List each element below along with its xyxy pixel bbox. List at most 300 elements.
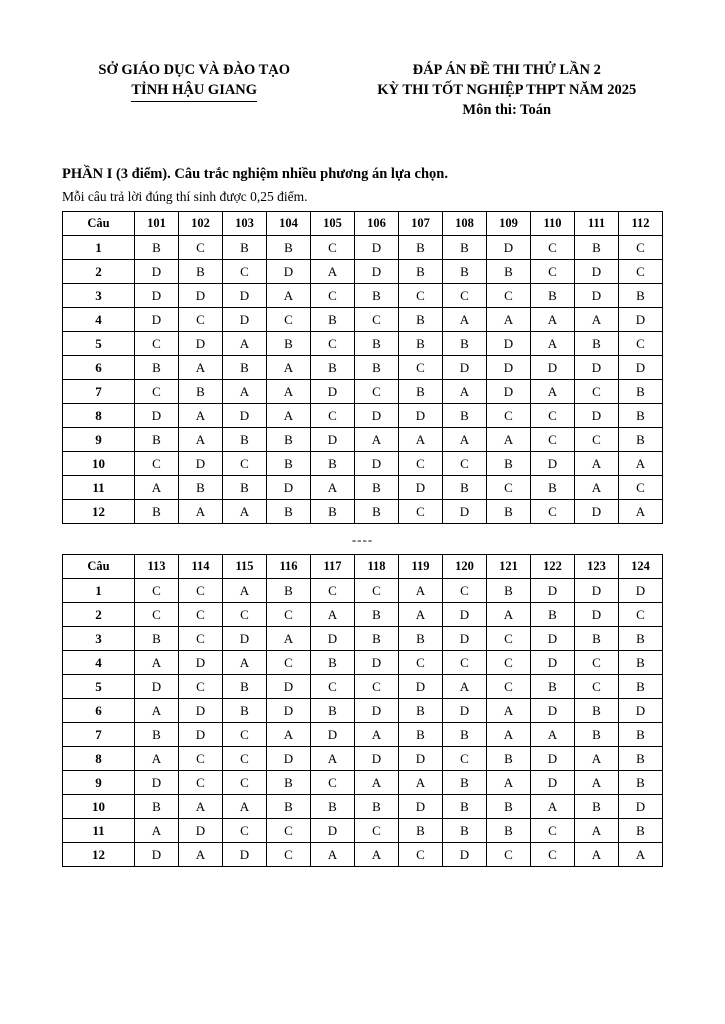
column-header-exam-code: 119 [399, 555, 443, 579]
answer-row [63, 603, 663, 627]
answer-cell: A [443, 380, 487, 404]
answer-cell: D [443, 843, 487, 867]
answer-cell: D [575, 284, 619, 308]
answer-cell: D [531, 579, 575, 603]
column-header-exam-code: 107 [399, 212, 443, 236]
question-number: 1 [63, 236, 135, 260]
answer-cell: D [443, 627, 487, 651]
answer-cell: D [619, 308, 663, 332]
column-header-exam-code: 118 [355, 555, 399, 579]
answer-cell: D [223, 284, 267, 308]
question-number: 6 [63, 699, 135, 723]
answer-cell: D [355, 651, 399, 675]
question-number: 9 [63, 428, 135, 452]
answer-cell: A [619, 452, 663, 476]
answer-cell: C [575, 428, 619, 452]
answer-cell: A [179, 795, 223, 819]
column-header-exam-code: 123 [575, 555, 619, 579]
answer-cell: C [223, 771, 267, 795]
answer-row [63, 579, 663, 603]
header-right-block [350, 60, 663, 120]
document-title-line1: ĐÁP ÁN ĐỀ THI THỬ LẦN 2 [412, 62, 601, 78]
answer-cell: B [355, 603, 399, 627]
answer-cell: A [443, 428, 487, 452]
answer-row [63, 428, 663, 452]
answer-row [63, 356, 663, 380]
answer-cell: B [267, 236, 311, 260]
answer-cell: C [487, 627, 531, 651]
question-number: 5 [63, 675, 135, 699]
answer-cell: D [487, 380, 531, 404]
answer-cell: A [179, 356, 223, 380]
answer-cell: D [619, 579, 663, 603]
question-number: 8 [63, 747, 135, 771]
answer-cell: C [311, 675, 355, 699]
answer-cell: C [311, 771, 355, 795]
answer-cell: C [267, 843, 311, 867]
column-header-exam-code: 108 [443, 212, 487, 236]
answer-cell: C [267, 308, 311, 332]
answer-cell: A [487, 428, 531, 452]
answer-cell: D [311, 380, 355, 404]
answer-cell: B [135, 356, 179, 380]
answer-cell: C [179, 603, 223, 627]
answer-cell: A [311, 260, 355, 284]
answer-cell: C [399, 843, 443, 867]
answer-cell: D [399, 795, 443, 819]
answer-cell: B [355, 500, 399, 524]
answer-cell: C [487, 843, 531, 867]
answer-cell: C [223, 603, 267, 627]
answer-cell: A [355, 771, 399, 795]
answer-cell: B [223, 356, 267, 380]
answer-cell: B [311, 699, 355, 723]
answer-row [63, 404, 663, 428]
answer-cell: D [487, 332, 531, 356]
column-header-exam-code: 113 [135, 555, 179, 579]
column-header-exam-code: 104 [267, 212, 311, 236]
answer-cell: C [311, 236, 355, 260]
province-name: TỈNH HẬU GIANG [131, 80, 257, 102]
answer-row [63, 843, 663, 867]
answer-cell: B [443, 795, 487, 819]
answer-cell: A [179, 500, 223, 524]
answer-cell: A [223, 380, 267, 404]
answer-cell: A [179, 843, 223, 867]
answer-cell: B [311, 356, 355, 380]
answer-cell: A [135, 699, 179, 723]
answer-cell: B [355, 795, 399, 819]
answer-cell: B [619, 284, 663, 308]
answer-cell: A [575, 747, 619, 771]
answer-cell: C [179, 236, 223, 260]
answer-cell: B [135, 795, 179, 819]
column-header-exam-code: 101 [135, 212, 179, 236]
answer-cell: B [399, 260, 443, 284]
answer-cell: C [487, 651, 531, 675]
answer-cell: C [619, 603, 663, 627]
column-header-exam-code: 109 [487, 212, 531, 236]
section-subtitle: Mỗi câu trả lời đúng thí sinh được 0,25 điểm. [62, 189, 308, 204]
answer-cell: B [399, 308, 443, 332]
answer-cell: C [179, 308, 223, 332]
answer-cell: D [487, 236, 531, 260]
answer-cell: B [531, 675, 575, 699]
tables-separator: ---- [351, 532, 374, 547]
answer-cell: A [135, 476, 179, 500]
question-number: 11 [63, 476, 135, 500]
answer-cell: C [399, 284, 443, 308]
question-number: 11 [63, 819, 135, 843]
answer-cell: C [355, 380, 399, 404]
answer-cell: A [223, 579, 267, 603]
question-number: 7 [63, 380, 135, 404]
answer-cell: A [487, 308, 531, 332]
column-header-exam-code: 105 [311, 212, 355, 236]
answer-cell: D [179, 819, 223, 843]
column-header-exam-code: 122 [531, 555, 575, 579]
answer-cell: C [355, 308, 399, 332]
question-number: 3 [63, 284, 135, 308]
answer-row [63, 771, 663, 795]
issuing-authority-line1: SỞ GIÁO DỤC VÀ ĐÀO TẠO [98, 62, 291, 78]
answer-cell: B [355, 332, 399, 356]
answer-cell: D [223, 843, 267, 867]
answer-cell: C [311, 404, 355, 428]
answer-cell: A [399, 428, 443, 452]
answer-cell: D [531, 452, 575, 476]
question-number: 3 [63, 627, 135, 651]
answer-cell: C [399, 356, 443, 380]
answer-cell: C [487, 284, 531, 308]
column-header-exam-code: 116 [267, 555, 311, 579]
header-left-block [62, 60, 326, 102]
answer-cell: A [575, 308, 619, 332]
answer-cell: A [531, 795, 575, 819]
question-number: 4 [63, 651, 135, 675]
answer-cell: B [531, 603, 575, 627]
answer-cell: C [619, 236, 663, 260]
answer-row [63, 723, 663, 747]
answer-cell: C [311, 579, 355, 603]
answer-cell: B [487, 747, 531, 771]
answer-cell: A [399, 579, 443, 603]
answer-cell: A [443, 308, 487, 332]
answer-cell: A [355, 723, 399, 747]
answer-cell: C [443, 579, 487, 603]
answer-cell: A [575, 476, 619, 500]
answer-cell: D [355, 404, 399, 428]
answer-cell: C [223, 819, 267, 843]
answer-cell: D [575, 404, 619, 428]
answer-cell: D [531, 699, 575, 723]
answer-cell: A [575, 843, 619, 867]
answer-cell: C [531, 819, 575, 843]
answer-cell: B [399, 332, 443, 356]
table-header-row [63, 555, 663, 579]
answer-cell: C [135, 452, 179, 476]
question-number: 12 [63, 500, 135, 524]
answer-row [63, 308, 663, 332]
answer-cell: D [355, 699, 399, 723]
answer-cell: D [355, 452, 399, 476]
column-header-exam-code: 120 [443, 555, 487, 579]
column-header-exam-code: 121 [487, 555, 531, 579]
answer-cell: A [531, 723, 575, 747]
answer-cell: C [531, 404, 575, 428]
answer-cell: A [575, 771, 619, 795]
answer-cell: B [399, 723, 443, 747]
answer-cell: B [311, 500, 355, 524]
answer-cell: D [135, 675, 179, 699]
column-header-exam-code: 124 [619, 555, 663, 579]
answer-cell: A [267, 723, 311, 747]
answer-cell: A [531, 332, 575, 356]
answer-cell: C [487, 476, 531, 500]
answer-cell: B [443, 332, 487, 356]
answer-cell: B [311, 795, 355, 819]
answer-cell: D [355, 260, 399, 284]
answer-cell: B [267, 332, 311, 356]
answer-cell: B [443, 476, 487, 500]
subject-line: Môn thi: Toán [462, 102, 552, 118]
answer-cell: B [443, 723, 487, 747]
answer-row [63, 332, 663, 356]
answer-cell: B [487, 819, 531, 843]
answer-cell: B [619, 404, 663, 428]
answer-cell: D [531, 356, 575, 380]
answer-cell: B [179, 476, 223, 500]
answer-cell: B [355, 476, 399, 500]
answer-cell: B [179, 260, 223, 284]
answer-cell: D [575, 579, 619, 603]
answer-cell: C [179, 627, 223, 651]
answer-table-codes-113-124 [62, 554, 663, 867]
answer-cell: A [399, 603, 443, 627]
answer-cell: D [443, 699, 487, 723]
answer-cell: D [135, 771, 179, 795]
answer-cell: B [619, 380, 663, 404]
answer-cell: D [619, 699, 663, 723]
answer-cell: A [399, 771, 443, 795]
answer-cell: C [619, 260, 663, 284]
answer-cell: C [135, 603, 179, 627]
answer-cell: B [399, 380, 443, 404]
answer-cell: B [135, 627, 179, 651]
answer-cell: C [355, 675, 399, 699]
answer-cell: B [223, 236, 267, 260]
answer-cell: B [311, 651, 355, 675]
answer-cell: A [443, 675, 487, 699]
answer-cell: C [443, 747, 487, 771]
answer-cell: B [135, 500, 179, 524]
answer-cell: B [619, 428, 663, 452]
answer-cell: B [223, 428, 267, 452]
answer-cell: B [267, 500, 311, 524]
answer-cell: A [135, 651, 179, 675]
answer-cell: A [355, 843, 399, 867]
answer-cell: A [311, 747, 355, 771]
answer-cell: C [575, 675, 619, 699]
answer-cell: C [575, 380, 619, 404]
answer-cell: A [223, 500, 267, 524]
answer-cell: A [223, 332, 267, 356]
answer-cell: D [223, 404, 267, 428]
answer-cell: C [223, 723, 267, 747]
answer-cell: A [267, 380, 311, 404]
answer-cell: D [487, 356, 531, 380]
answer-cell: C [399, 651, 443, 675]
answer-cell: B [575, 795, 619, 819]
answer-cell: B [575, 332, 619, 356]
column-header-exam-code: 102 [179, 212, 223, 236]
answer-cell: C [179, 675, 223, 699]
document-title-line2: KỲ THI TỐT NGHIỆP THPT NĂM 2025 [377, 82, 637, 98]
answer-cell: B [487, 452, 531, 476]
answer-cell: A [311, 476, 355, 500]
answer-cell: C [223, 747, 267, 771]
answer-cell: C [531, 500, 575, 524]
answer-cell: D [399, 404, 443, 428]
answer-cell: D [267, 747, 311, 771]
answer-cell: D [179, 651, 223, 675]
column-header-exam-code: 110 [531, 212, 575, 236]
answer-cell: B [223, 476, 267, 500]
answer-cell: D [531, 627, 575, 651]
answer-cell: B [135, 236, 179, 260]
answer-cell: D [135, 284, 179, 308]
answer-cell: C [135, 380, 179, 404]
answer-cell: C [531, 428, 575, 452]
answer-row [63, 236, 663, 260]
answer-cell: D [135, 260, 179, 284]
answer-cell: B [487, 795, 531, 819]
answer-cell: C [223, 260, 267, 284]
answer-cell: A [267, 404, 311, 428]
answer-cell: D [355, 747, 399, 771]
answer-row [63, 819, 663, 843]
answer-cell: C [399, 452, 443, 476]
answer-cell: A [267, 356, 311, 380]
table-header-row [63, 212, 663, 236]
answer-cell: C [311, 284, 355, 308]
question-number: 10 [63, 795, 135, 819]
answer-row [63, 380, 663, 404]
answer-cell: B [267, 452, 311, 476]
answer-cell: B [575, 236, 619, 260]
answer-cell: B [531, 284, 575, 308]
answer-cell: D [575, 603, 619, 627]
question-number: 2 [63, 260, 135, 284]
answer-cell: D [267, 699, 311, 723]
answer-cell: D [311, 428, 355, 452]
answer-cell: B [619, 819, 663, 843]
answer-table-codes-101-112 [62, 211, 663, 524]
answer-cell: B [135, 428, 179, 452]
answer-cell: B [531, 476, 575, 500]
answer-cell: C [619, 476, 663, 500]
answer-row [63, 747, 663, 771]
answer-cell: B [267, 795, 311, 819]
answer-cell: A [223, 651, 267, 675]
answer-cell: C [619, 332, 663, 356]
answer-cell: B [575, 723, 619, 747]
answer-cell: D [531, 747, 575, 771]
answer-cell: B [223, 699, 267, 723]
answer-cell: A [311, 603, 355, 627]
answer-cell: A [135, 747, 179, 771]
answer-cell: B [487, 500, 531, 524]
answer-row [63, 260, 663, 284]
answer-cell: B [355, 356, 399, 380]
answer-cell: C [575, 651, 619, 675]
answer-cell: A [619, 843, 663, 867]
answer-cell: B [443, 404, 487, 428]
answer-cell: B [619, 723, 663, 747]
answer-cell: D [179, 452, 223, 476]
answer-cell: C [311, 332, 355, 356]
column-header-exam-code: 103 [223, 212, 267, 236]
answer-cell: D [575, 260, 619, 284]
answer-cell: D [575, 500, 619, 524]
answer-cell: D [267, 675, 311, 699]
issuing-authority-line2 [62, 80, 326, 102]
answer-cell: B [267, 579, 311, 603]
answer-cell: C [487, 675, 531, 699]
answer-cell: D [399, 476, 443, 500]
answer-cell: D [135, 308, 179, 332]
answer-cell: A [487, 771, 531, 795]
answer-cell: A [531, 308, 575, 332]
answer-cell: B [575, 699, 619, 723]
answer-cell: D [311, 723, 355, 747]
answer-cell: A [179, 428, 223, 452]
answer-cell: B [619, 675, 663, 699]
answer-cell: A [179, 404, 223, 428]
answer-cell: D [443, 603, 487, 627]
answer-cell: D [619, 795, 663, 819]
answer-cell: D [179, 284, 223, 308]
question-number: 8 [63, 404, 135, 428]
answer-cell: B [443, 819, 487, 843]
answer-cell: C [399, 500, 443, 524]
column-header-exam-code: 115 [223, 555, 267, 579]
answer-cell: B [399, 819, 443, 843]
question-number: 1 [63, 579, 135, 603]
answer-cell: D [223, 308, 267, 332]
answer-cell: C [267, 819, 311, 843]
answer-cell: B [575, 627, 619, 651]
answer-cell: D [179, 723, 223, 747]
answer-cell: B [443, 236, 487, 260]
answer-cell: D [443, 356, 487, 380]
answer-cell: B [267, 771, 311, 795]
answer-row [63, 675, 663, 699]
question-number: 6 [63, 356, 135, 380]
answer-cell: A [355, 428, 399, 452]
answer-cell: C [135, 332, 179, 356]
answer-cell: B [267, 428, 311, 452]
answer-cell: A [267, 284, 311, 308]
answer-cell: A [223, 795, 267, 819]
document-header [62, 60, 663, 120]
question-number: 2 [63, 603, 135, 627]
answer-cell: B [443, 260, 487, 284]
answer-cell: B [223, 675, 267, 699]
answer-cell: D [267, 260, 311, 284]
answer-cell: D [267, 476, 311, 500]
answer-row [63, 627, 663, 651]
